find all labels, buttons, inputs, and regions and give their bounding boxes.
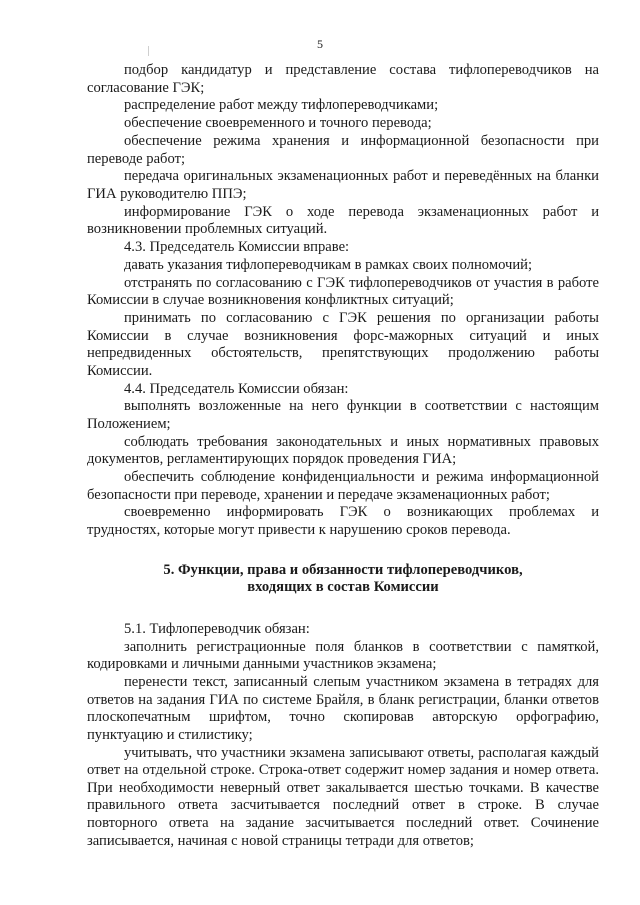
page-number: 5 <box>317 37 323 51</box>
paragraph: обеспечение своевременного и точного перевода; <box>124 115 432 132</box>
paragraph: обеспечить соблюдение конфиденциальности и режима информационной безопасности при переводе, хранении и передаче экзаменационных работ; <box>87 469 599 503</box>
paragraph: 4.4. Председатель Комиссии обязан: <box>124 380 349 397</box>
paragraph: соблюдать требования законодательных и иных нормативных правовых документов, регламентирующих порядок проведения ГИА; <box>87 433 599 468</box>
paragraph: принимать по согласованию с ГЭК решения по организации работы Комиссии в случае возникновения форс-мажорных ситуаций и иных непредвиденных обстоятельств, препятствующих продолжению работы Комиссии. <box>87 310 599 379</box>
paragraph: заполнить регистрационные поля бланков в соответствии с памяткой, кодировками и личными данными участников экзамена; <box>87 638 599 673</box>
section-4-text <box>87 62 599 540</box>
paragraph: подбор кандидатур и представление состава тифлопереводчиков на согласование ГЭК; <box>87 62 599 96</box>
paragraph: передача оригинальных экзаменационных работ и переведённых на бланки ГИА руководителю ППЭ; <box>87 168 599 202</box>
paragraph: перенести текст, записанный слепым участником экзамена в тетрадях для ответов на задания ГИА по системе Брайля, в бланк регистрации, бланки ответов плоскопечатным шрифтом, точно скопировав авторскую орфографию, пунктуацию и стилистику; <box>87 674 599 743</box>
paragraph: информирование ГЭК о ходе перевода экзаменационных работ и возникновении проблемных ситуаций. <box>87 203 599 238</box>
paragraph: обеспечение режима хранения и информационной безопасности при переводе работ; <box>87 132 599 167</box>
section-5-text <box>87 621 599 850</box>
section-5-heading <box>87 562 599 597</box>
page-content <box>87 62 599 850</box>
paragraph: распределение работ между тифлопереводчиками; <box>124 97 439 114</box>
heading-line-2: входящих в состав Комиссии <box>247 579 439 596</box>
paragraph: учитывать, что участники экзамена записывают ответы, располагая каждый ответ на отдельной строке. Строка-ответ содержит номер задания и номер ответа. При необходимости неверный ответ закалывается шестью точками. В качестве правильного ответа засчитывается последний ответ в строке. В случае повторного ответа на задание засчитывается последний ответ. Сочинение записывается, начиная с новой страницы тетради для ответов; <box>87 744 599 849</box>
paragraph: отстранять по согласованию с ГЭК тифлопереводчиков от участия в работе Комиссии в случае возникновения конфликтных ситуаций; <box>87 274 599 309</box>
paragraph: давать указания тифлопереводчикам в рамках своих полномочий; <box>124 256 532 273</box>
paragraph: своевременно информировать ГЭК о возникающих проблемах и трудностях, которые могут привести к нарушению сроков перевода. <box>87 504 599 539</box>
paragraph: 4.3. Председатель Комиссии вправе: <box>124 239 350 256</box>
paragraph: выполнять возложенные на него функции в соответствии с настоящим Положением; <box>87 398 599 432</box>
paragraph: 5.1. Тифлопереводчик обязан: <box>124 620 310 637</box>
heading-line-1: 5. Функции, права и обязанности тифлопереводчиков, <box>163 561 523 578</box>
